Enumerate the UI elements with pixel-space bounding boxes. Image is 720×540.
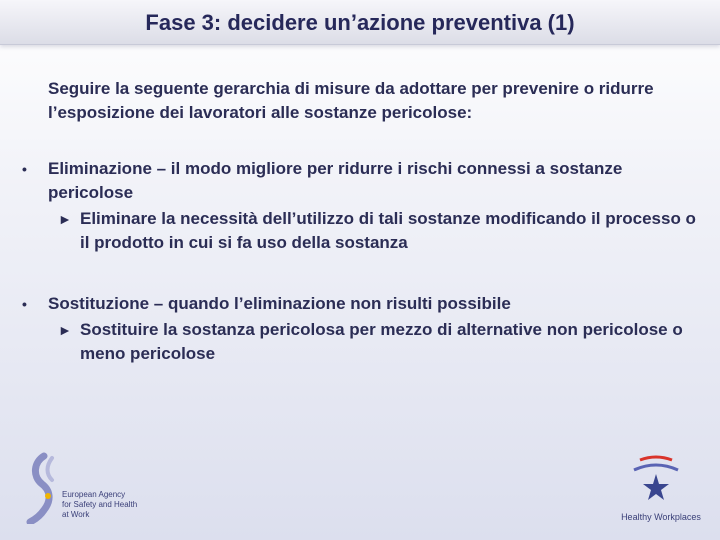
sub-bullet-text: Eliminare la necessità dell’utilizzo di tali sostanze modificando il processo o il prodotto in cui si fa uso della sostanza — [80, 209, 696, 252]
logo-line: for Safety and Health — [62, 500, 138, 509]
bullet-substitution — [22, 292, 702, 366]
slide-title: Fase 3: decidere un’azione preventiva (1) — [145, 10, 575, 35]
sub-bullet-elimination — [58, 207, 702, 255]
bullet-text: Sostituzione – quando l’eliminazione non risulti possibile — [48, 294, 511, 313]
arrow-icon: ► — [58, 322, 72, 338]
bullet-text: Eliminazione – il modo migliore per ridurre i rischi connessi a sostanze pericolose — [48, 159, 623, 202]
sub-bullet-text: Sostituire la sostanza pericolosa per mezzo di alternative non pericolose o meno pericolose — [80, 320, 683, 363]
arrow-icon: ► — [58, 211, 72, 227]
logo-line: European Agency — [62, 490, 126, 499]
logo-line: at Work — [62, 510, 90, 519]
healthy-workplaces-text: Healthy Workplaces — [621, 512, 701, 522]
bullet-elimination — [22, 157, 702, 255]
bullet-dot: • — [22, 296, 27, 312]
healthy-workplaces-logo-icon — [626, 452, 686, 512]
bullet-dot: • — [22, 161, 27, 177]
intro-text: Seguire la seguente gerarchia di misure da adottare per prevenire o ridurre l’esposizione dei lavoratori alle sostanze pericolose: — [48, 79, 654, 122]
eu-osha-logo-text — [62, 490, 142, 520]
sub-bullet-substitution — [58, 318, 702, 366]
